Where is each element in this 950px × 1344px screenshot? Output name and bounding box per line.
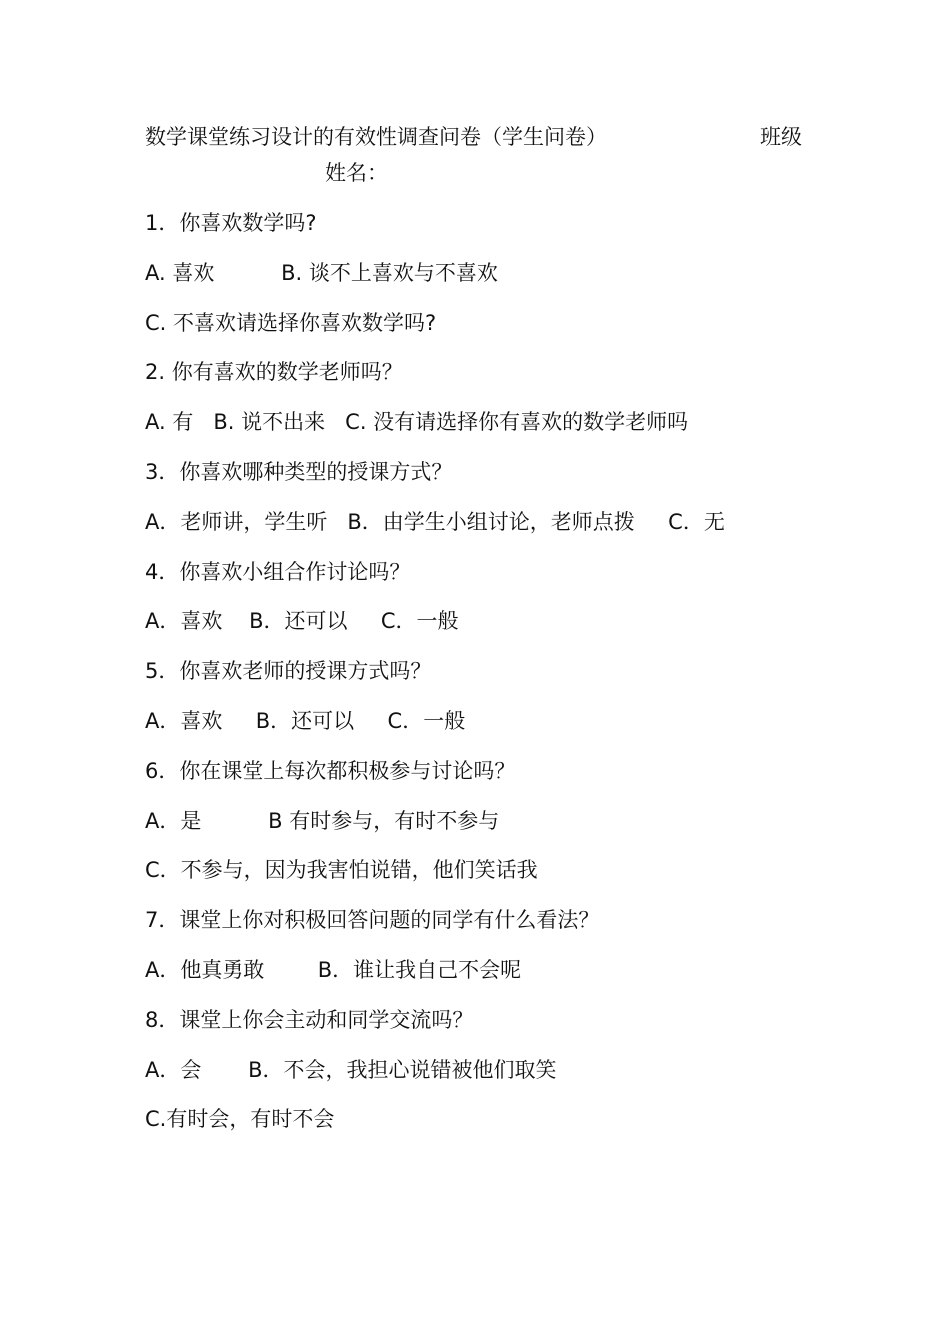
question-3-options: A．老师讲，学生听 B．由学生小组讨论，老师点拨 C．无 (145, 509, 725, 534)
name-label: 姓名： (325, 161, 388, 185)
question-2-options: A. 有 B. 说不出来 C. 没有请选择你有喜欢的数学老师吗 (145, 410, 689, 435)
question-8-option-c: C.有时会，有时不会 (145, 1107, 335, 1132)
question-4: 4．你喜欢小组合作讨论吗？ (145, 559, 411, 584)
question-7: 7．课堂上你对积极回答问题的同学有什么看法？ (145, 908, 600, 933)
document-title: 数学课堂练习设计的有效性调查问卷（学生问卷） (145, 125, 607, 149)
title-line (145, 122, 825, 152)
question-2: 2. 你有喜欢的数学老师吗？ (145, 360, 403, 385)
question-6: 6．你在课堂上每次都积极参与讨论吗？ (145, 758, 516, 783)
question-8-options-a-b: A．会 B．不会，我担心说错被他们取笑 (145, 1057, 557, 1082)
question-1-options-a-b: A. 喜欢 B. 谈不上喜欢与不喜欢 (145, 260, 498, 285)
question-list (145, 206, 865, 1152)
question-4-options: A．喜欢 B．还可以 C．一般 (145, 609, 459, 634)
question-7-options: A．他真勇敢 B．谁让我自己不会呢 (145, 957, 522, 982)
question-8: 8．课堂上你会主动和同学交流吗？ (145, 1007, 474, 1032)
question-6-option-c: C．不参与，因为我害怕说错，他们笑话我 (145, 858, 538, 883)
question-1-option-c: C. 不喜欢请选择你喜欢数学吗? (145, 310, 437, 335)
question-1: 1．你喜欢数学吗? (145, 211, 317, 235)
question-5: 5．你喜欢老师的授课方式吗？ (145, 659, 432, 684)
class-label: 班级 (760, 125, 802, 149)
question-6-options-a-b: A．是 B 有时参与，有时不参与 (145, 808, 500, 833)
question-3: 3．你喜欢哪种类型的授课方式？ (145, 459, 453, 484)
question-5-options: A．喜欢 B．还可以 C．一般 (145, 708, 466, 733)
